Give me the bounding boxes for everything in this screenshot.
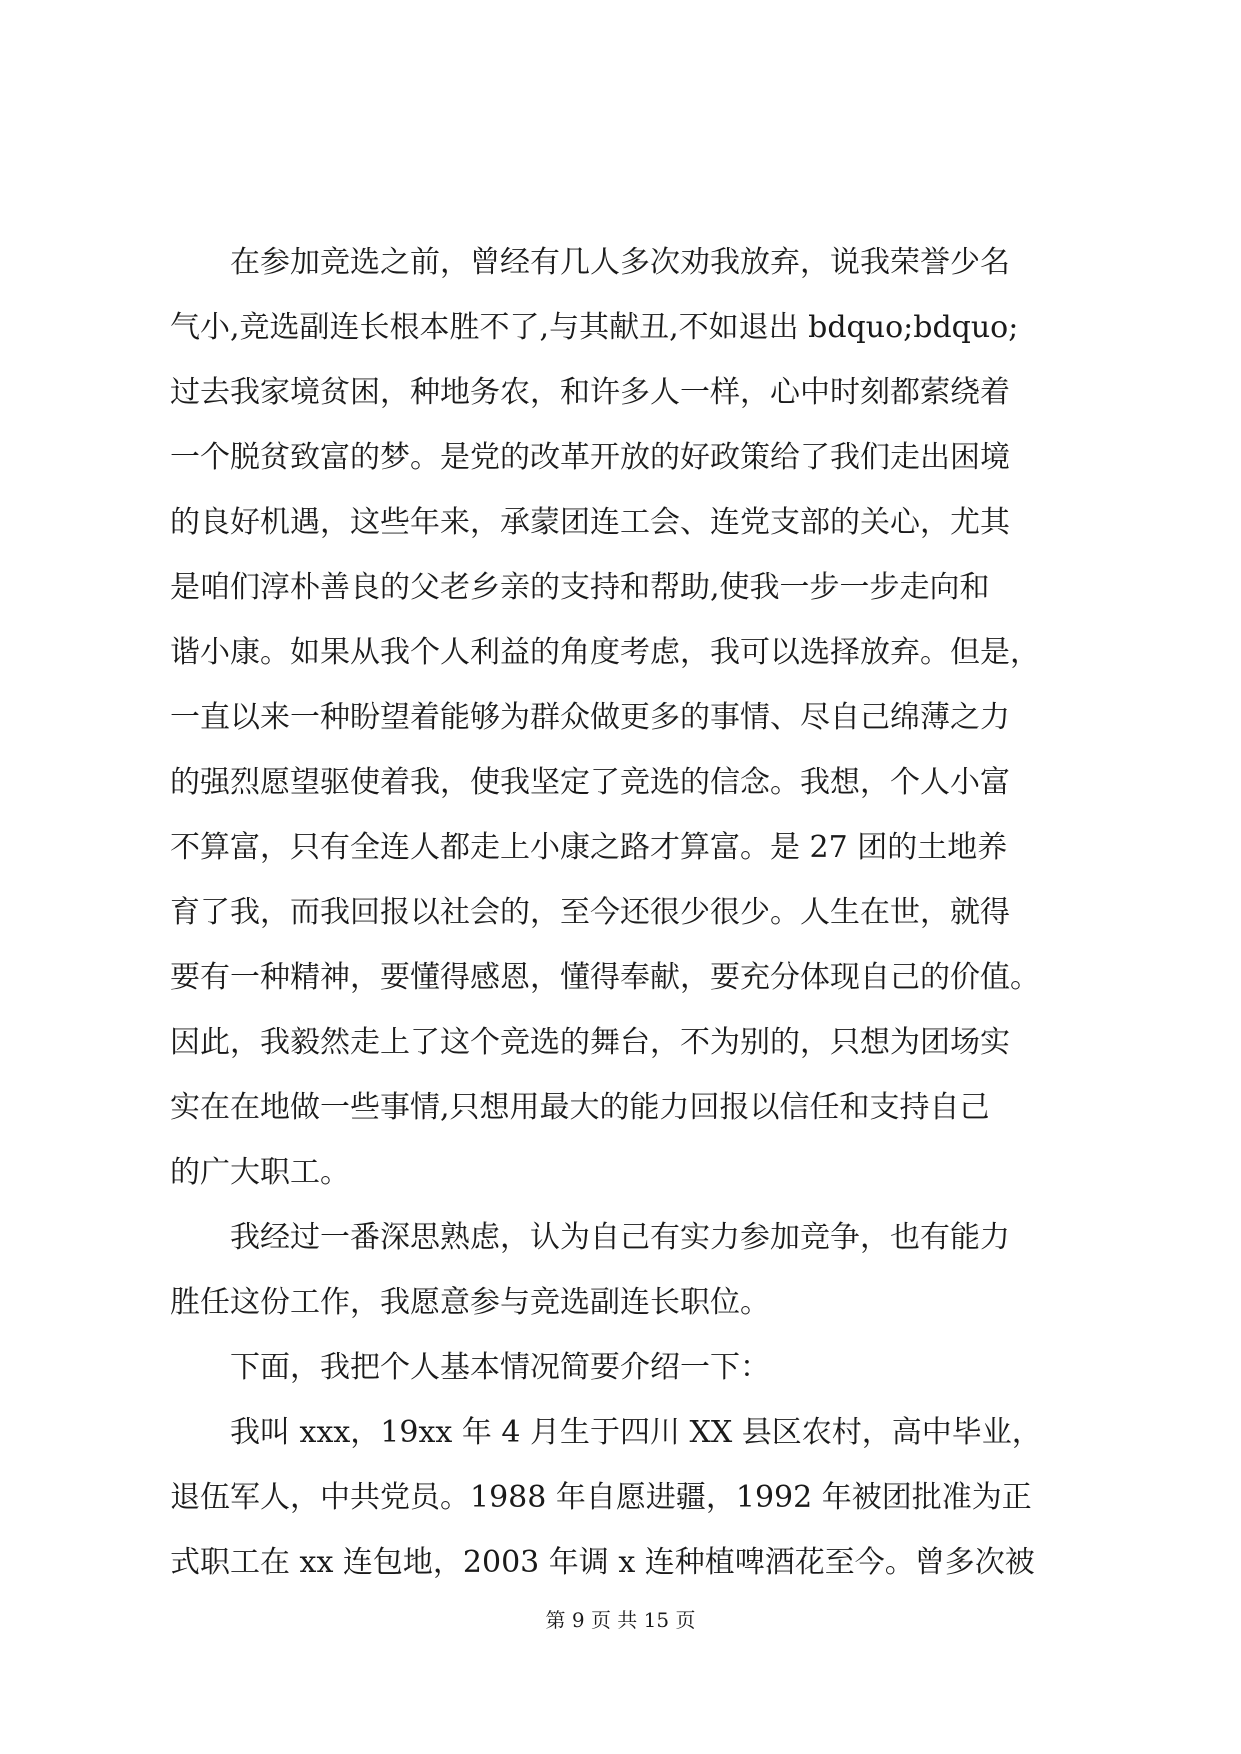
text-line: 过去我家境贫困，种地务农，和许多人一样，心中时刻都萦绕着: [170, 375, 1010, 410]
text-line: 气小,竞选副连长根本胜不了,与其献丑,不如退出 bdquo;bdquo;: [170, 310, 1019, 345]
text-line: 要有一种精神，要懂得感恩，懂得奉献，要充分体现自己的价值。: [170, 960, 1040, 995]
text-line: 实在在地做一些事情,只想用最大的能力回报以信任和支持自己: [170, 1090, 990, 1125]
page-number-footer: 第 9 页 共 15 页: [545, 1608, 696, 1632]
document-body: [170, 230, 1086, 1595]
text-line: 在参加竞选之前，曾经有几人多次劝我放弃，说我荣誉少名: [170, 245, 1010, 280]
text-line: 我叫 xxx，19xx 年 4 月生于四川 XX 县区农村，高中毕业，: [170, 1415, 1042, 1450]
text-line: 不算富，只有全连人都走上小康之路才算富。是 27 团的土地养: [170, 830, 1008, 865]
text-line: 下面，我把个人基本情况简要介绍一下：: [170, 1350, 770, 1385]
text-line: 一个脱贫致富的梦。是党的改革开放的好政策给了我们走出困境: [170, 440, 1010, 475]
text-line: 因此，我毅然走上了这个竞选的舞台，不为别的，只想为团场实: [170, 1025, 1010, 1060]
text-line: 我经过一番深思熟虑，认为自己有实力参加竞争，也有能力: [170, 1220, 1010, 1255]
text-line: 胜任这份工作，我愿意参与竞选副连长职位。: [170, 1285, 770, 1320]
text-line: 一直以来一种盼望着能够为群众做更多的事情、尽自己绵薄之力: [170, 700, 1010, 735]
text-line: 退伍军人，中共党员。1988 年自愿进疆，1992 年被团批准为正: [170, 1480, 1032, 1515]
text-line: 的广大职工。: [170, 1155, 350, 1190]
text-line: 是咱们淳朴善良的父老乡亲的支持和帮助,使我一步一步走向和: [170, 570, 990, 605]
text-line: 的良好机遇，这些年来，承蒙团连工会、连党支部的关心，尤其: [170, 505, 1010, 540]
text-line: 式职工在 xx 连包地，2003 年调 x 连种植啤酒花至今。曾多次被: [170, 1545, 1035, 1580]
text-line: 的强烈愿望驱使着我，使我坚定了竞选的信念。我想，个人小富: [170, 765, 1010, 800]
text-line: 谐小康。如果从我个人利益的角度考虑，我可以选择放弃。但是，: [170, 635, 1040, 670]
text-line: 育了我，而我回报以社会的，至今还很少很少。人生在世，就得: [170, 895, 1010, 930]
